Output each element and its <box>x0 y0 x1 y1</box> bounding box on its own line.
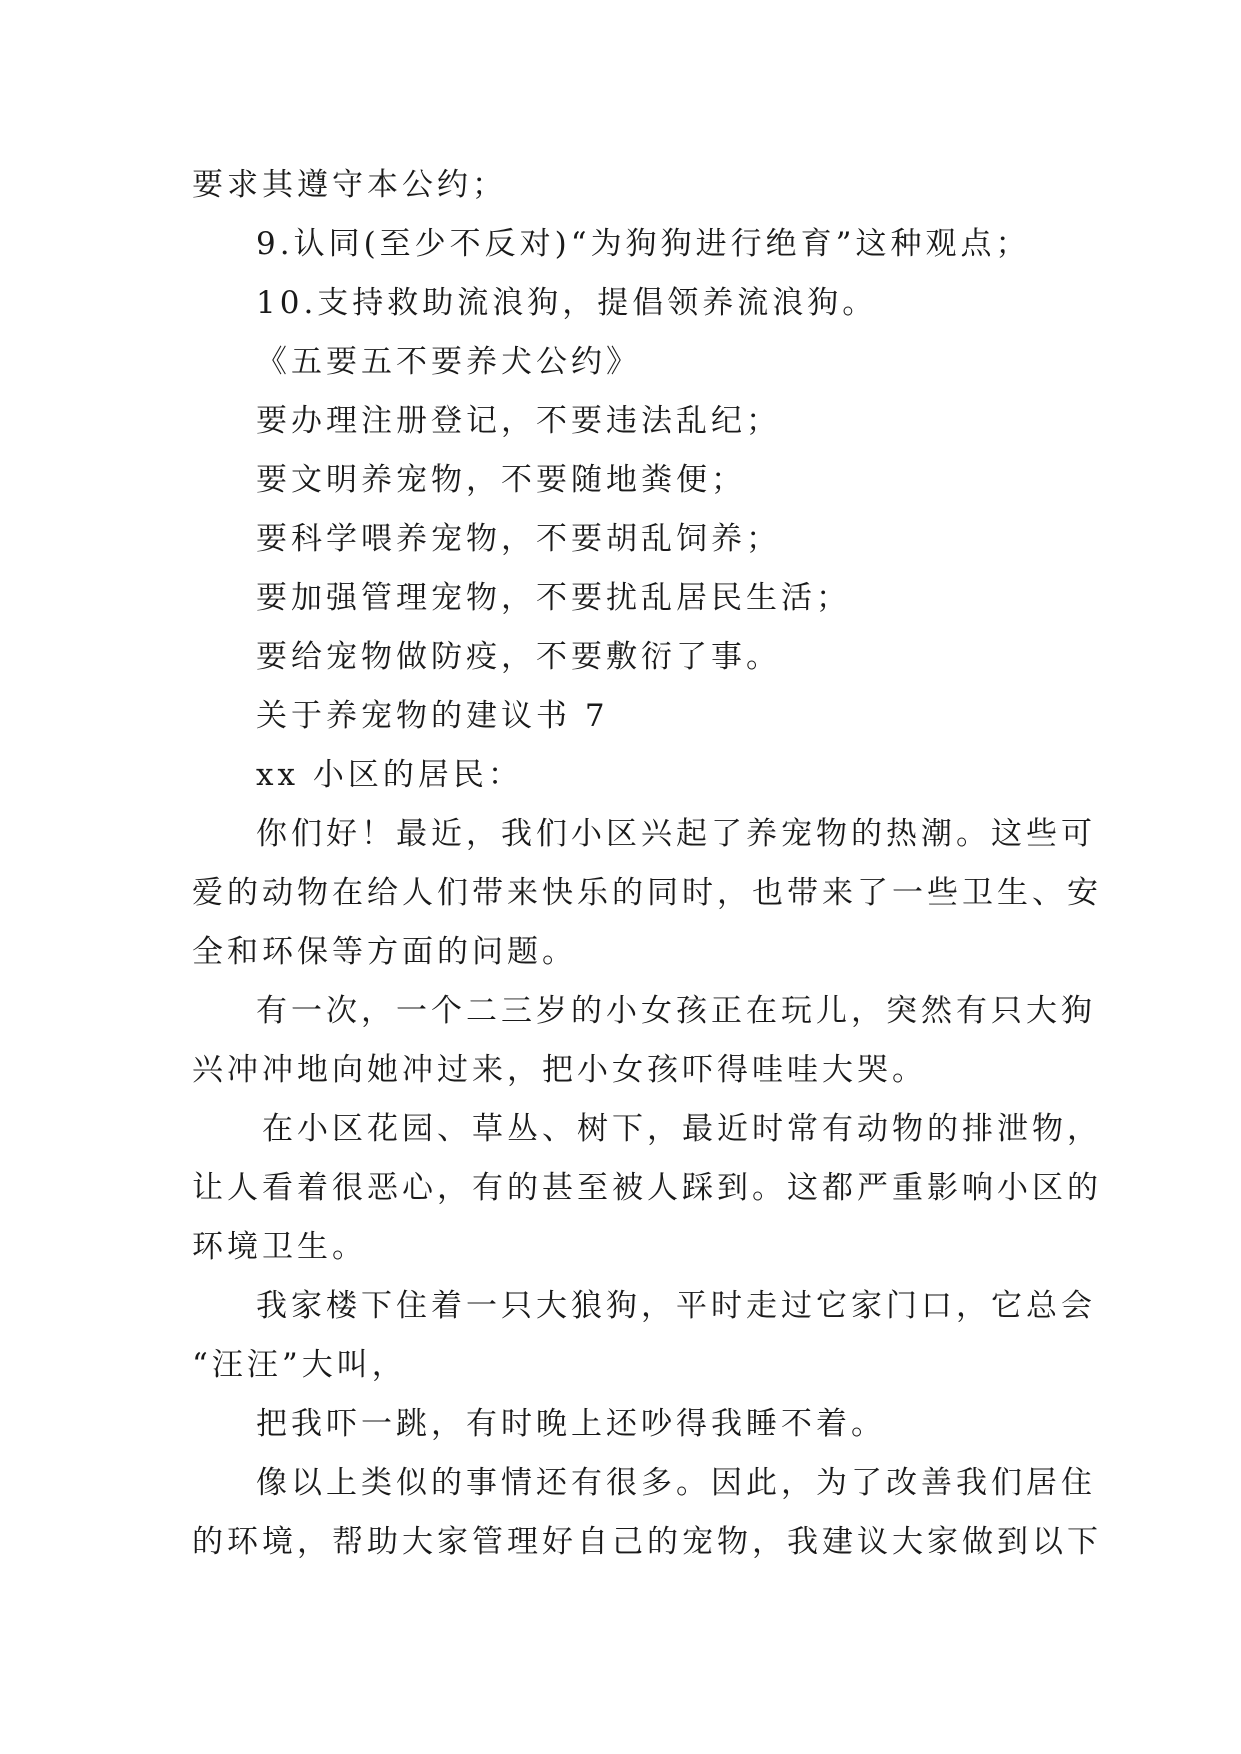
text-line: 要加强管理宠物，不要扰乱居民生活； <box>256 580 851 616</box>
text-line: 的环境，帮助大家管理好自己的宠物，我建议大家做到以下 <box>192 1524 1102 1560</box>
text-line: 要给宠物做防疫，不要敷衍了事。 <box>256 639 781 675</box>
text-line: 要科学喂养宠物，不要胡乱饲养； <box>256 521 781 557</box>
text-line: 在小区花园、草丛、树下，最近时常有动物的排泄物， <box>262 1111 1102 1147</box>
text-line: 全和环保等方面的问题。 <box>192 934 577 970</box>
text-line: 我家楼下住着一只大狼狗，平时走过它家门口，它总会 <box>256 1288 1096 1324</box>
text-line: 有一次，一个二三岁的小女孩正在玩儿，突然有只大狗 <box>256 993 1096 1029</box>
text-line: 像以上类似的事情还有很多。因此，为了改善我们居住 <box>256 1465 1096 1501</box>
text-line: “汪汪”大叫， <box>192 1347 407 1383</box>
text-line: 让人看着很恶心，有的甚至被人踩到。这都严重影响小区的 <box>192 1170 1102 1206</box>
text-line: 要办理注册登记，不要违法乱纪； <box>256 403 781 439</box>
section-title: 关于养宠物的建议书 7 <box>256 698 609 734</box>
text-line: 要求其遵守本公约； <box>192 167 507 203</box>
text-line: 兴冲冲地向她冲过来，把小女孩吓得哇哇大哭。 <box>192 1052 927 1088</box>
text-line: 爱的动物在给人们带来快乐的同时，也带来了一些卫生、安 <box>192 875 1102 911</box>
text-line: 要文明养宠物，不要随地粪便； <box>256 462 746 498</box>
text-line: 把我吓一跳，有时晚上还吵得我睡不着。 <box>256 1406 886 1442</box>
text-line: 环境卫生。 <box>192 1229 367 1265</box>
text-line: 你们好！最近，我们小区兴起了养宠物的热潮。这些可 <box>256 816 1096 852</box>
salutation: xx 小区的居民： <box>256 757 523 793</box>
section-title: 《五要五不要养犬公约》 <box>256 344 641 380</box>
text-line: 10.支持救助流浪狗，提倡领养流浪狗。 <box>256 285 878 321</box>
text-line: 9.认同(至少不反对)“为狗狗进行绝育”这种观点； <box>256 226 1031 262</box>
